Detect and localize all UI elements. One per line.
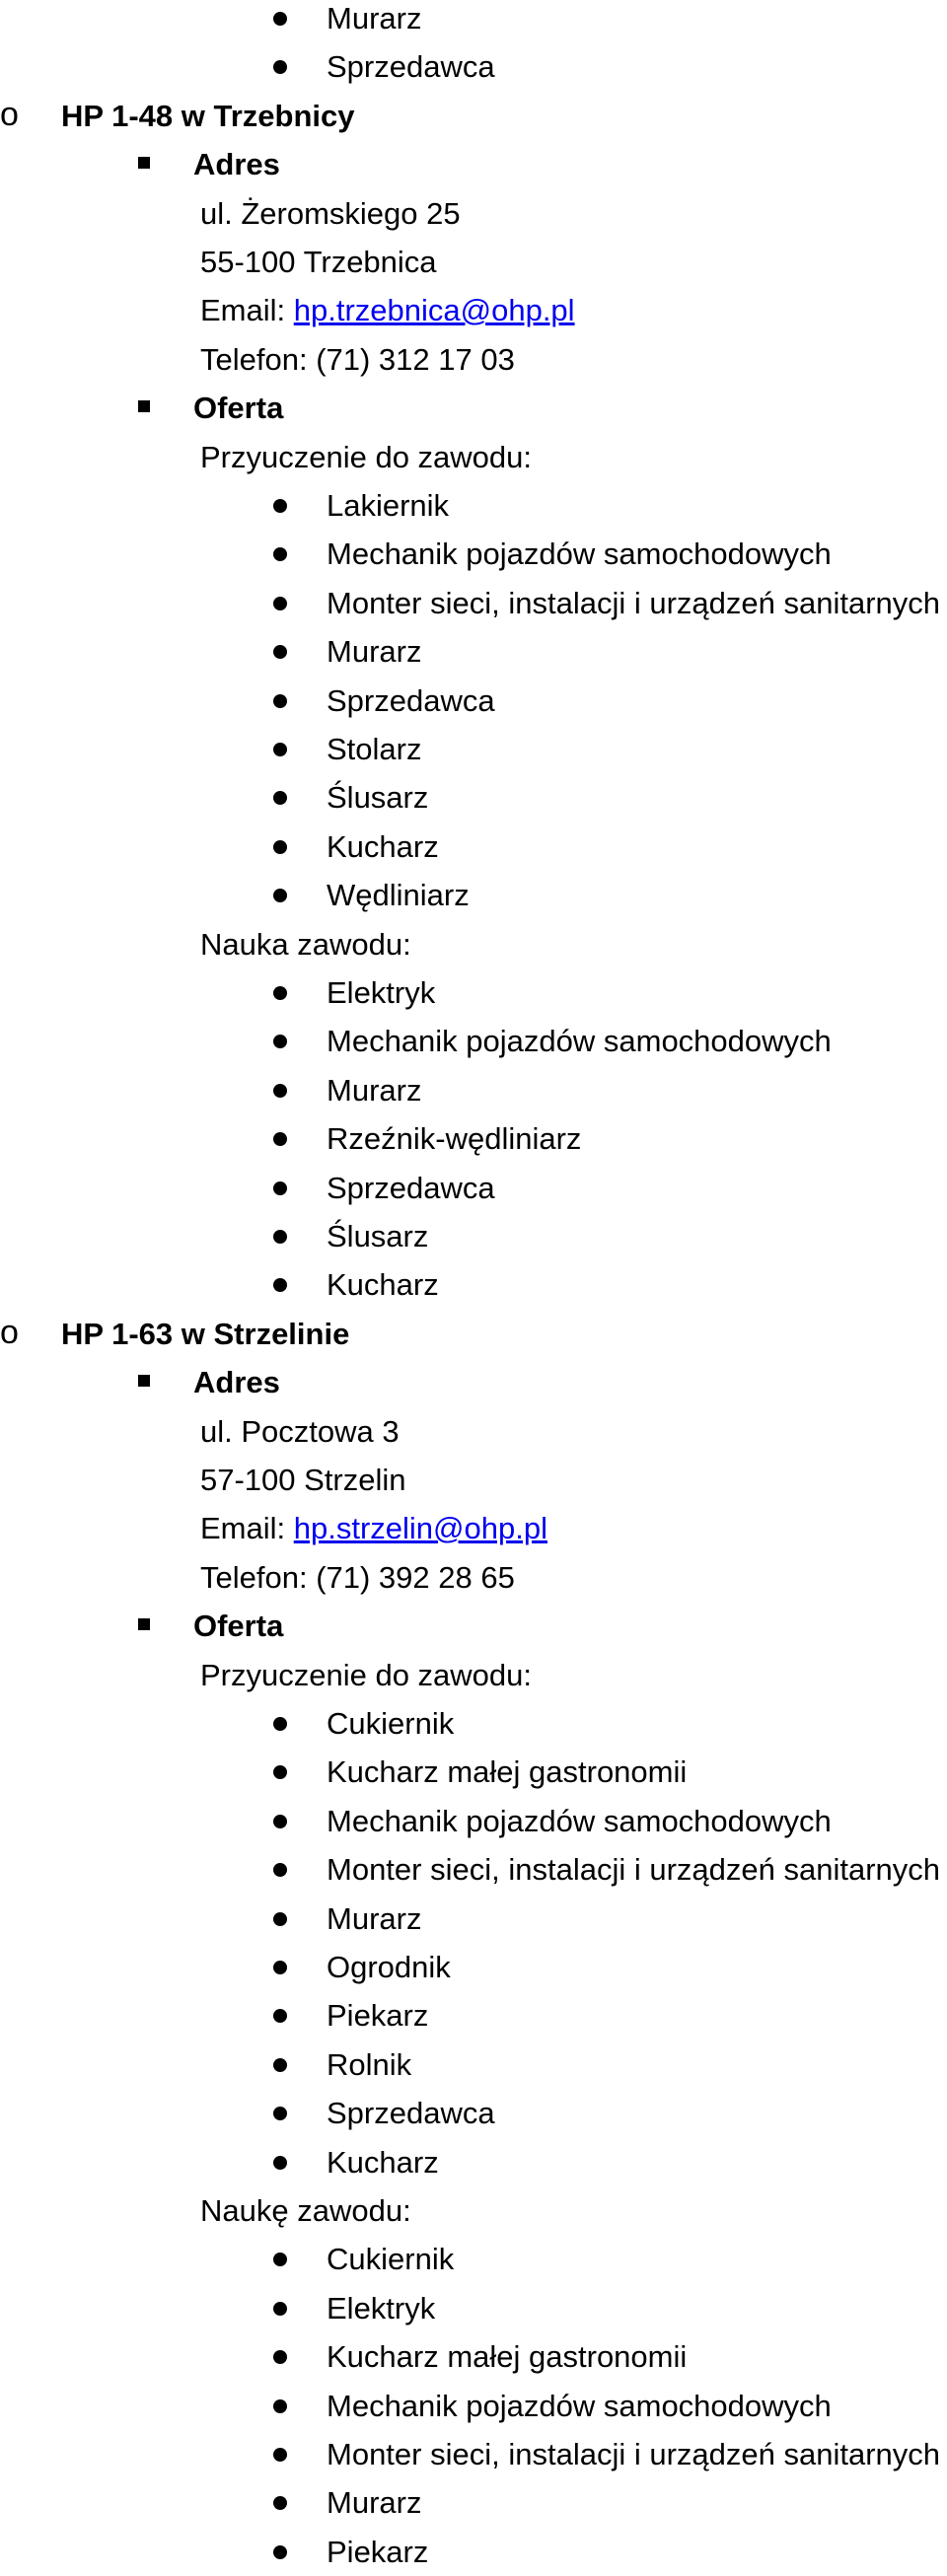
list-item-text: Rzeźnik-wędliniarz (327, 1121, 582, 1157)
list-item-text: Monter sieci, instalacji i urządzeń sanitarnych (327, 2437, 940, 2471)
list-item-text: Kucharz (327, 1267, 439, 1303)
street-text: ul. Pocztowa 3 (200, 1413, 400, 1449)
phone-text: Telefon: (71) 312 17 03 (200, 341, 515, 377)
list-item-text: Kucharz małej gastronomii (327, 2339, 688, 2375)
list-item-text: Sprzedawca (327, 682, 495, 718)
bullet-dot-icon (273, 1084, 287, 1098)
bullet-dot-icon (273, 694, 287, 708)
bullet-dot-icon (273, 12, 287, 26)
bullet-dot-icon (273, 2399, 287, 2413)
list-item-text: Murarz (327, 1900, 422, 1936)
list-item-text: Murarz (327, 1072, 422, 1108)
bullet-dot-icon (273, 645, 287, 659)
address-heading-text: Adres (193, 1365, 280, 1400)
bullet-dot-icon (273, 2496, 287, 2510)
list-item-text: Murarz (327, 634, 422, 670)
list-item-text: Sprzedawca (327, 2096, 495, 2131)
list-item-text: Sprzedawca (327, 49, 495, 85)
address-heading-text: Adres (193, 147, 280, 182)
circle-bullet-icon: o (0, 1313, 19, 1351)
city-text: 57-100 Strzelin (200, 1463, 406, 1497)
bullet-dot-icon (273, 2253, 287, 2266)
group-label-text: Nauka zawodu: (200, 926, 411, 962)
bullet-dot-icon (273, 1132, 287, 1146)
bullet-dot-icon (273, 1912, 287, 1926)
bullet-dot-icon (273, 2156, 287, 2170)
list-item-text: Stolarz (327, 732, 422, 766)
bullet-dot-icon (273, 1961, 287, 1974)
list-item-text: Mechanik pojazdów samochodowych (327, 1024, 832, 1059)
bullet-dot-icon (273, 547, 287, 561)
square-bullet-icon (138, 1618, 150, 1630)
offer-heading-text: Oferta (193, 391, 284, 426)
list-item-text: Mechanik pojazdów samochodowych (327, 1803, 832, 1838)
list-item-text: Rolnik (327, 2046, 412, 2082)
bullet-dot-icon (273, 2058, 287, 2072)
list-item-text: Murarz (327, 2485, 422, 2521)
circle-bullet-icon: o (0, 95, 19, 133)
square-bullet-icon (138, 1375, 150, 1387)
bullet-dot-icon (273, 2448, 287, 2462)
email-label: Email: (200, 293, 294, 328)
square-bullet-icon (138, 157, 150, 169)
bullet-dot-icon (273, 60, 287, 74)
bullet-dot-icon (273, 986, 287, 1000)
list-item-text: Mechanik pojazdów samochodowych (327, 2388, 832, 2423)
list-item-text: Cukiernik (327, 2242, 455, 2277)
square-bullet-icon (138, 400, 150, 412)
section-title-text: HP 1-63 w Strzelinie (61, 1316, 350, 1351)
list-item-text: Murarz (327, 1, 422, 36)
group-label-text: Naukę zawodu: (200, 2193, 411, 2228)
email-link[interactable]: hp.trzebnica@ohp.pl (293, 293, 575, 328)
bullet-dot-icon (273, 1765, 287, 1779)
list-item-text: Ślusarz (327, 1219, 429, 1253)
bullet-dot-icon (273, 1278, 287, 1292)
list-item-text: Kucharz (327, 2144, 439, 2180)
bullet-dot-icon (273, 743, 287, 756)
bullet-dot-icon (273, 840, 287, 854)
email-label: Email: (200, 1511, 294, 1546)
bullet-dot-icon (273, 1863, 287, 1877)
list-item-text: Mechanik pojazdów samochodowych (327, 537, 832, 572)
email-line-text (200, 286, 575, 334)
bullet-dot-icon (273, 1230, 287, 1244)
list-item-text: Kucharz małej gastronomii (327, 1754, 688, 1790)
list-item-text: Sprzedawca (327, 1170, 495, 1205)
bullet-dot-icon (273, 2009, 287, 2023)
bullet-dot-icon (273, 1181, 287, 1195)
bullet-dot-icon (273, 597, 287, 610)
offer-heading-text: Oferta (193, 1609, 284, 1644)
list-item-text: Piekarz (327, 1998, 429, 2034)
bullet-dot-icon (273, 2302, 287, 2316)
bullet-dot-icon (273, 1815, 287, 1828)
group-label-text: Przyuczenie do zawodu: (200, 1657, 533, 1692)
list-item-text: Lakiernik (327, 488, 450, 523)
section-title-text: HP 1-48 w Trzebnicy (61, 98, 355, 133)
list-item-text: Monter sieci, instalacji i urządzeń sanitarnych (327, 585, 940, 620)
list-item-text: Ślusarz (327, 780, 429, 816)
group-label-text: Przyuczenie do zawodu: (200, 439, 533, 474)
list-item-text: Cukiernik (327, 1706, 455, 1741)
list-item-text: Ogrodnik (327, 1950, 451, 1984)
list-item-text: Wędliniarz (327, 878, 470, 913)
list-item-text: Elektryk (327, 2290, 436, 2326)
list-item-text: Piekarz (327, 2534, 429, 2569)
list-item-text: Monter sieci, instalacji i urządzeń sanitarnych (327, 1852, 940, 1888)
email-line-text (200, 1504, 547, 1552)
email-link[interactable]: hp.strzelin@ohp.pl (293, 1511, 547, 1546)
bullet-dot-icon (273, 1717, 287, 1731)
bullet-dot-icon (273, 2350, 287, 2364)
bullet-dot-icon (273, 889, 287, 902)
bullet-dot-icon (273, 1035, 287, 1048)
phone-text: Telefon: (71) 392 28 65 (200, 1559, 515, 1595)
street-text: ul. Żeromskiego 25 (200, 195, 461, 231)
list-item-text: Kucharz (327, 828, 439, 864)
bullet-dot-icon (273, 791, 287, 805)
bullet-dot-icon (273, 499, 287, 513)
bullet-dot-icon (273, 2107, 287, 2120)
list-item-text: Elektryk (327, 975, 436, 1010)
bullet-dot-icon (273, 2545, 287, 2559)
city-text: 55-100 Trzebnica (200, 245, 437, 279)
